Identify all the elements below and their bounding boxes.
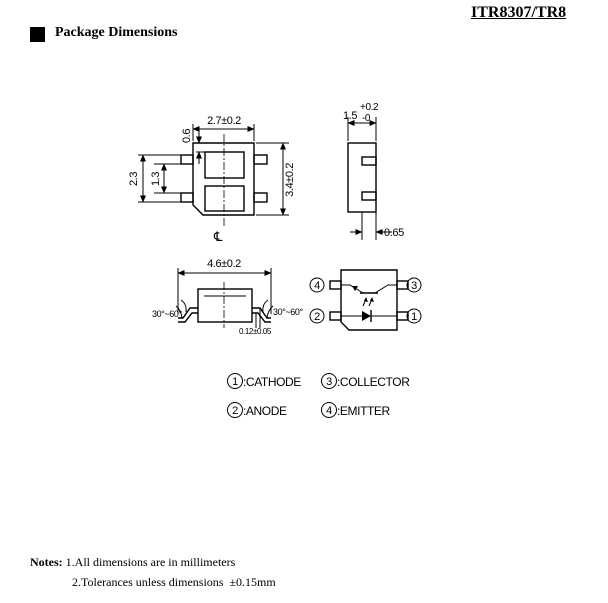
legend-num-emitter: 4	[326, 405, 332, 417]
top-view	[128, 115, 296, 244]
schematic-pad-1	[397, 312, 408, 320]
side-lead-dim: 0.65	[384, 227, 404, 239]
legend-num-cathode: 1	[232, 376, 238, 388]
pin-number-3	[407, 278, 421, 292]
light-arrows-icon	[363, 297, 374, 306]
phototransistor-symbol	[341, 285, 397, 293]
note-line-1	[30, 552, 276, 572]
top-view-pin-left-upper	[181, 155, 193, 164]
side-view-body	[348, 143, 376, 212]
top-view-pin-left-lower	[181, 193, 193, 202]
pin-number-2	[310, 309, 324, 323]
top-view-pin-right-upper	[254, 155, 267, 164]
front-overall-dim: 4.6±0.2	[207, 258, 241, 270]
top-view-pin-right-lower	[254, 193, 267, 202]
top-width-dim: 2.7±0.2	[207, 115, 241, 127]
pin-number-1-text: 1	[411, 311, 417, 323]
pin-number-4	[310, 278, 324, 292]
pin-number-2-text: 2	[314, 311, 320, 323]
top-length-dim: 3.4±0.2	[284, 163, 296, 197]
schematic-outline	[341, 270, 397, 330]
top-view-window-upper	[205, 152, 244, 178]
led-diode-symbol	[341, 310, 397, 322]
legend-label-cathode: :CATHODE	[243, 375, 301, 389]
legend-label-collector: :COLLECTOR	[337, 375, 410, 389]
front-lead-thickness: 0.12±0.05	[239, 327, 271, 336]
side-view-pin-lower	[362, 192, 376, 200]
note-item-2: 2.Tolerances unless dimensions ±0.15mm	[72, 575, 276, 589]
schematic-pad-4	[330, 281, 341, 289]
legend-item-collector	[322, 374, 411, 390]
front-left-angle: 30°~60°	[152, 309, 182, 319]
part-number: ITR8307/TR8	[471, 4, 567, 21]
schematic-pad-2	[330, 312, 341, 320]
side-height-tol-plus: +0.2	[360, 102, 379, 113]
section-title: Package Dimensions	[55, 25, 178, 40]
side-view	[343, 102, 404, 240]
legend-label-anode: :ANODE	[243, 404, 287, 418]
top-view-window-lower	[205, 186, 244, 211]
pin-number-1	[407, 309, 421, 323]
pin-legend	[228, 374, 411, 419]
front-view-body	[198, 289, 252, 322]
front-right-angle: 30°~60°	[273, 307, 303, 317]
schematic-pad-3	[397, 281, 408, 289]
top-outer-pitch-dim: 2.3	[128, 171, 140, 187]
side-view-pin-upper	[362, 157, 376, 165]
note-item-1: 1.All dimensions are in millimeters	[65, 555, 236, 569]
notes-label: Notes:	[30, 555, 63, 569]
side-height-dim: 1.5	[343, 110, 358, 122]
notes	[30, 552, 276, 592]
top-inner-pitch-dim: 1.3	[150, 171, 162, 187]
legend-num-anode: 2	[232, 405, 238, 417]
top-gap-dim: 0.6	[181, 128, 193, 144]
note-line-2	[30, 572, 276, 592]
side-height-tol-minus: -0	[362, 113, 371, 124]
pinout-schematic	[310, 270, 421, 330]
pin-number-3-text: 3	[411, 280, 417, 292]
front-view	[152, 258, 303, 336]
legend-item-anode	[228, 403, 288, 419]
pin-number-4-text: 4	[314, 280, 320, 292]
legend-num-collector: 3	[326, 376, 332, 388]
legend-label-emitter: :EMITTER	[337, 404, 390, 418]
front-view-lead-right	[252, 308, 271, 322]
centerline-symbol: ℄	[214, 229, 222, 244]
legend-item-emitter	[322, 403, 391, 419]
legend-item-cathode	[228, 374, 302, 390]
top-view-body	[193, 143, 254, 215]
